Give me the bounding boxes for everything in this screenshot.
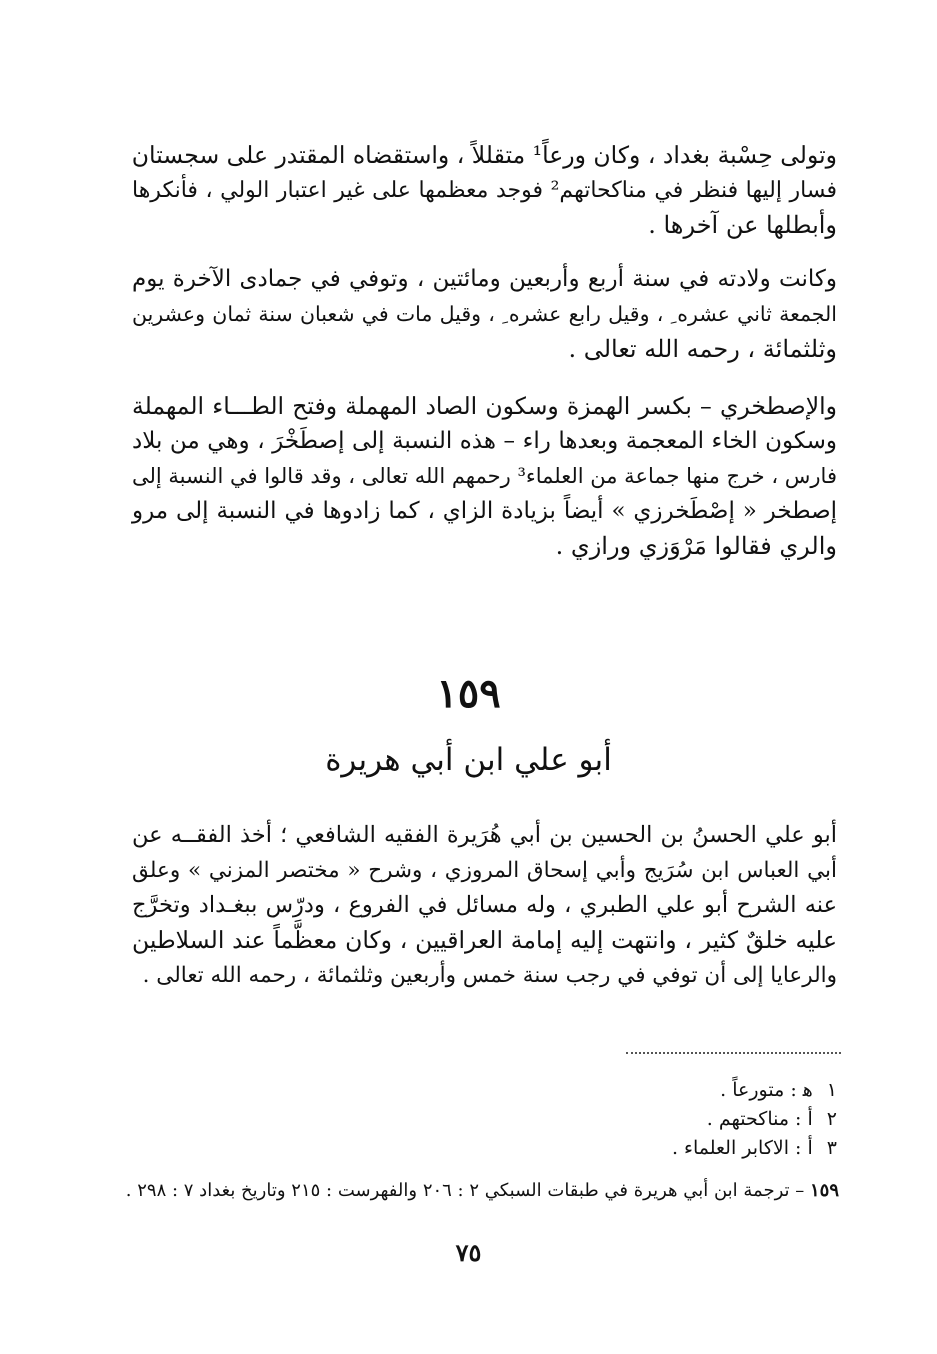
entry-number: ١٥٩ bbox=[436, 670, 501, 717]
footnote-text: ﻫ : متورعاً . bbox=[720, 1079, 813, 1101]
text-line: أبي العباس ابن سُرَيج وأبي إسحاق المروزي ، وشرح « مختصر المزني » وعلق bbox=[132, 858, 837, 883]
footnote-number: ٢ bbox=[826, 1108, 837, 1130]
bibliography-text: – ترجمة ابن أبي هريرة في طبقات السبكي ٢ : ٢٠٦ والفهرست : ٢١٥ وتاريخ بغداد ٧ : ٢٩٨ . bbox=[125, 1180, 810, 1201]
text-line: فارس ، خرج منها جماعة من العلماء³ رحمهم الله تعالى ، وقد قالوا في النسبة إلى bbox=[132, 464, 837, 488]
text-line: والإصطخري – بكسر الهمزة وسكون الصاد المهملة وفتح الطـــاء المهملة bbox=[132, 392, 837, 420]
footnote bbox=[132, 1076, 837, 1105]
bibliography-note bbox=[119, 1176, 839, 1205]
paragraph-birth-death bbox=[132, 262, 837, 367]
footnote-number: ٣ bbox=[826, 1137, 837, 1159]
text-line: عليه خلقٌ كثير ، وانتهت إليه إمامة العراقيين ، وكان معظَّماً عند السلاطين bbox=[132, 926, 837, 954]
text-line: فسار إليها فنظر في مناكحاتهم² فوجد معظمها على غير اعتبار الولي ، فأنكرها bbox=[132, 178, 837, 203]
footnote bbox=[132, 1134, 837, 1163]
footnote bbox=[132, 1105, 837, 1134]
footnotes bbox=[132, 1076, 837, 1163]
text-line: وتولى حِسْبة بغداد ، وكان ورعاً¹ متقللاً ، واستقضاه المقتدر على سجستان bbox=[131, 141, 837, 169]
text-line: الجمعة ثاني عشره ِ ، وقيل رابع عشره ِ ، وقيل مات في شعبان سنة ثمان وعشرين bbox=[132, 302, 837, 326]
text-line: والرعايا إلى أن توفي في رجب سنة خمس وأربعين وثلثمائة ، رحمه الله تعالى . bbox=[142, 963, 837, 988]
page-number: ٧٥ bbox=[455, 1238, 482, 1267]
text-line: وكانت ولادته في سنة أربع وأربعين ومائتين ، وتوفي في جمادى الآخرة يوم bbox=[132, 266, 837, 292]
paragraph-nisba bbox=[132, 389, 837, 564]
text-line: وسكون الخاء المعجمة وبعدها راء – هذه النسبة إلى إصطَخْرَ ، وهي من بلاد bbox=[132, 428, 837, 454]
footnote-text: أ : مناكحتهم . bbox=[706, 1108, 813, 1130]
footnote-number: ١ bbox=[826, 1079, 837, 1101]
text-line: وأبطلها عن آخرها . bbox=[648, 211, 837, 239]
footnote-divider bbox=[626, 1052, 841, 1054]
text-line: والري فقالوا مَرْوَزي ورازي . bbox=[555, 532, 837, 560]
footnote-text: أ : الاكابر العلماء . bbox=[671, 1137, 813, 1159]
paragraph-hisba bbox=[132, 138, 837, 243]
text-line: وثلثمائة ، رحمه الله تعالى . bbox=[568, 335, 837, 363]
text-line: إصطخر « إصْطَخرزي » أيضاً بزيادة الزاي ، كما زادوها في النسبة إلى مرو bbox=[132, 498, 837, 524]
text-line: أبو علي الحسنُ بن الحسين بن أبي هُرَيرة الفقيه الشافعي ؛ أخذ الفقــه عن bbox=[132, 822, 837, 848]
text-line: عنه الشرح أبو علي الطبري ، وله مسائل في الفروع ، ودرّس ببغـداد وتخرَّج bbox=[132, 892, 837, 918]
bibliography-number: ١٥٩ bbox=[809, 1180, 839, 1201]
entry-title: أبو علي ابن أبي هريرة bbox=[325, 742, 612, 778]
paragraph-biography bbox=[132, 818, 837, 993]
